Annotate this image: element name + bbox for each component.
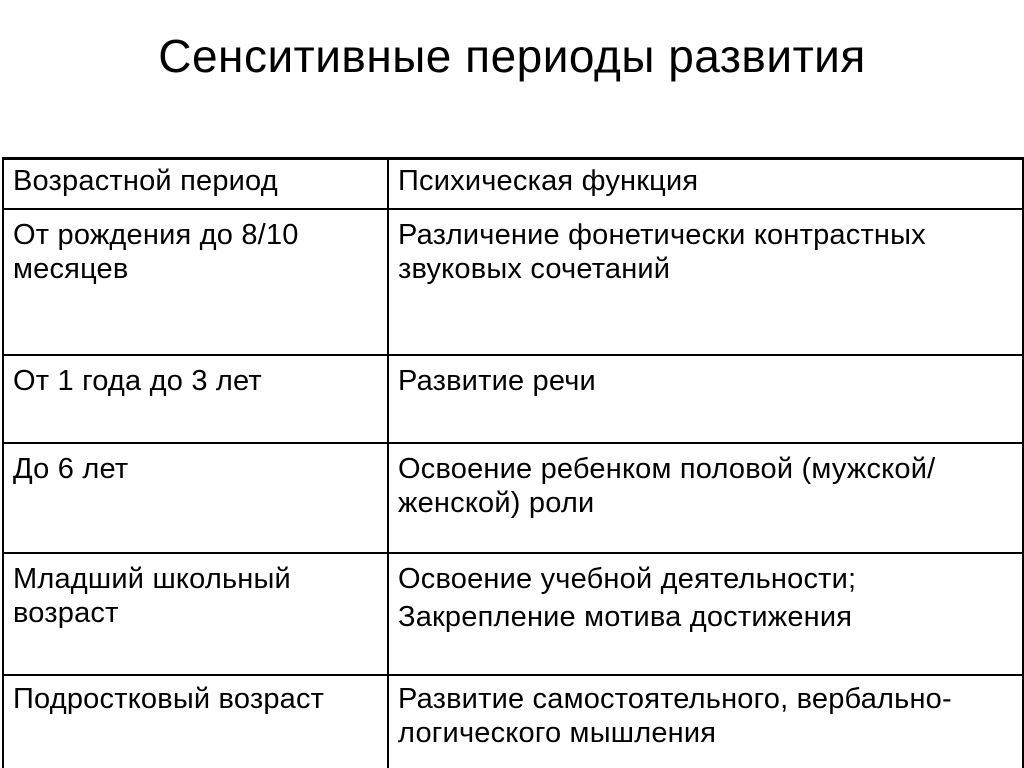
table-row [3, 443, 1023, 553]
age-period-cell: Подростковый возраст [3, 675, 388, 768]
table-row [3, 553, 1023, 675]
mental-function-cell [388, 209, 1023, 355]
mental-function-cell [388, 443, 1023, 553]
header-age-period: Возрастной период [3, 159, 388, 210]
mental-function-cell [388, 553, 1023, 675]
table-row [3, 209, 1023, 355]
function-text: Развитие речи [398, 365, 596, 397]
table-header-row [3, 159, 1023, 210]
function-text: Различение фонетически контрастных звуковых сочетаний [398, 219, 926, 285]
function-text: Развитие самостоятельного, вербально-логического мышления [398, 683, 952, 749]
mental-function-cell [388, 675, 1023, 768]
age-period-cell: От 1 года до 3 лет [3, 355, 388, 443]
table-row [3, 355, 1023, 443]
age-period-cell: Младший школьный возраст [3, 553, 388, 675]
sensitive-periods-table [2, 157, 1024, 768]
header-mental-function: Психическая функция [388, 159, 1023, 210]
slide-title: Сенситивные периоды развития [158, 30, 866, 82]
mental-function-cell [388, 355, 1023, 443]
function-text: Освоение учебной деятельности; [398, 563, 857, 595]
age-period-cell: До 6 лет [3, 443, 388, 553]
function-text: Освоение ребенком половой (мужской/женской) роли [398, 453, 936, 519]
table-row [3, 675, 1023, 768]
age-period-cell: От рождения до 8/10 месяцев [3, 209, 388, 355]
function-text: Закрепление мотива достижения [398, 601, 853, 633]
